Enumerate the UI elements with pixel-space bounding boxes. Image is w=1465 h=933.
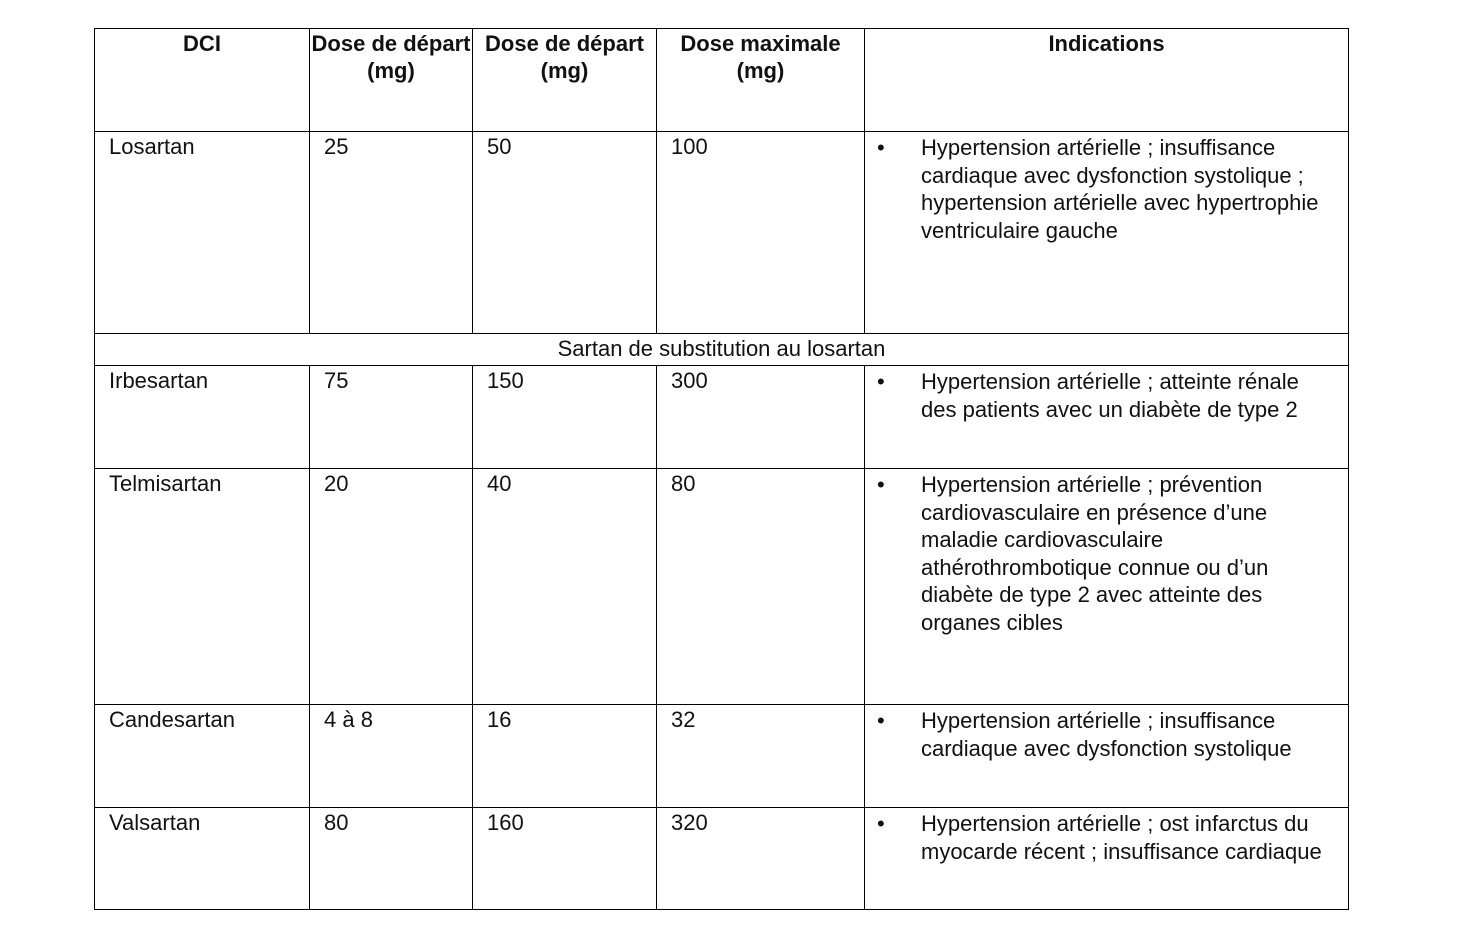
cell-indications [865, 469, 1349, 705]
header-dci: DCI [95, 29, 310, 132]
cell-dci: Telmisartan [95, 469, 310, 705]
indications-list [865, 705, 1348, 762]
table-row [95, 808, 1349, 910]
cell-dose-depart-2: 160 [473, 808, 657, 910]
indication-item: • Hypertension artérielle ; prévention cardiovasculaire en présence d’une maladie cardiovasculaire athérothrombotique connue ou d’un diabète de type 2 avec atteinte des organes cibles [921, 471, 1338, 636]
cell-dci: Valsartan [95, 808, 310, 910]
cell-dose-maximale: 300 [657, 366, 865, 469]
indication-item: • Hypertension artérielle ; atteinte rénale des patients avec un diabète de type 2 [921, 368, 1338, 423]
cell-dose-depart-2: 150 [473, 366, 657, 469]
cell-dose-depart-1: 4 à 8 [310, 705, 473, 808]
indication-item: • Hypertension artérielle ; ost infarctus du myocarde récent ; insuffisance cardiaque [921, 810, 1338, 865]
cell-dose-depart-2: 50 [473, 132, 657, 334]
cell-dose-depart-2: 16 [473, 705, 657, 808]
table-row [95, 366, 1349, 469]
cell-dose-maximale: 320 [657, 808, 865, 910]
header-dose-maximale: Dose maximale (mg) [657, 29, 865, 132]
table-row [95, 469, 1349, 705]
header-dose-depart-2: Dose de départ (mg) [473, 29, 657, 132]
cell-dose-depart-1: 75 [310, 366, 473, 469]
cell-dose-depart-1: 20 [310, 469, 473, 705]
cell-dci: Irbesartan [95, 366, 310, 469]
header-indications: Indications [865, 29, 1349, 132]
header-dose-depart-1: Dose de départ (mg) [310, 29, 473, 132]
indications-list [865, 132, 1348, 244]
table-row [95, 132, 1349, 334]
indications-list [865, 808, 1348, 865]
table-row [95, 705, 1349, 808]
cell-dose-maximale: 100 [657, 132, 865, 334]
cell-dose-depart-1: 25 [310, 132, 473, 334]
cell-dci: Candesartan [95, 705, 310, 808]
sartans-table [94, 28, 1349, 910]
cell-indications [865, 132, 1349, 334]
indication-item: • Hypertension artérielle ; insuffisance cardiaque avec dysfonction systolique [921, 707, 1338, 762]
cell-indications [865, 808, 1349, 910]
indications-list [865, 366, 1348, 423]
indication-item: • Hypertension artérielle ; insuffisance cardiaque avec dysfonction systolique ; hypertension artérielle avec hypertrophie ventriculaire gauche [921, 134, 1338, 244]
header-row [95, 29, 1349, 132]
cell-indications [865, 705, 1349, 808]
cell-dose-maximale: 32 [657, 705, 865, 808]
cell-dose-maximale: 80 [657, 469, 865, 705]
cell-dose-depart-1: 80 [310, 808, 473, 910]
cell-dose-depart-2: 40 [473, 469, 657, 705]
section-label: Sartan de substitution au losartan [95, 334, 1349, 366]
section-row [95, 334, 1349, 366]
cell-indications [865, 366, 1349, 469]
cell-dci: Losartan [95, 132, 310, 334]
indications-list [865, 469, 1348, 636]
